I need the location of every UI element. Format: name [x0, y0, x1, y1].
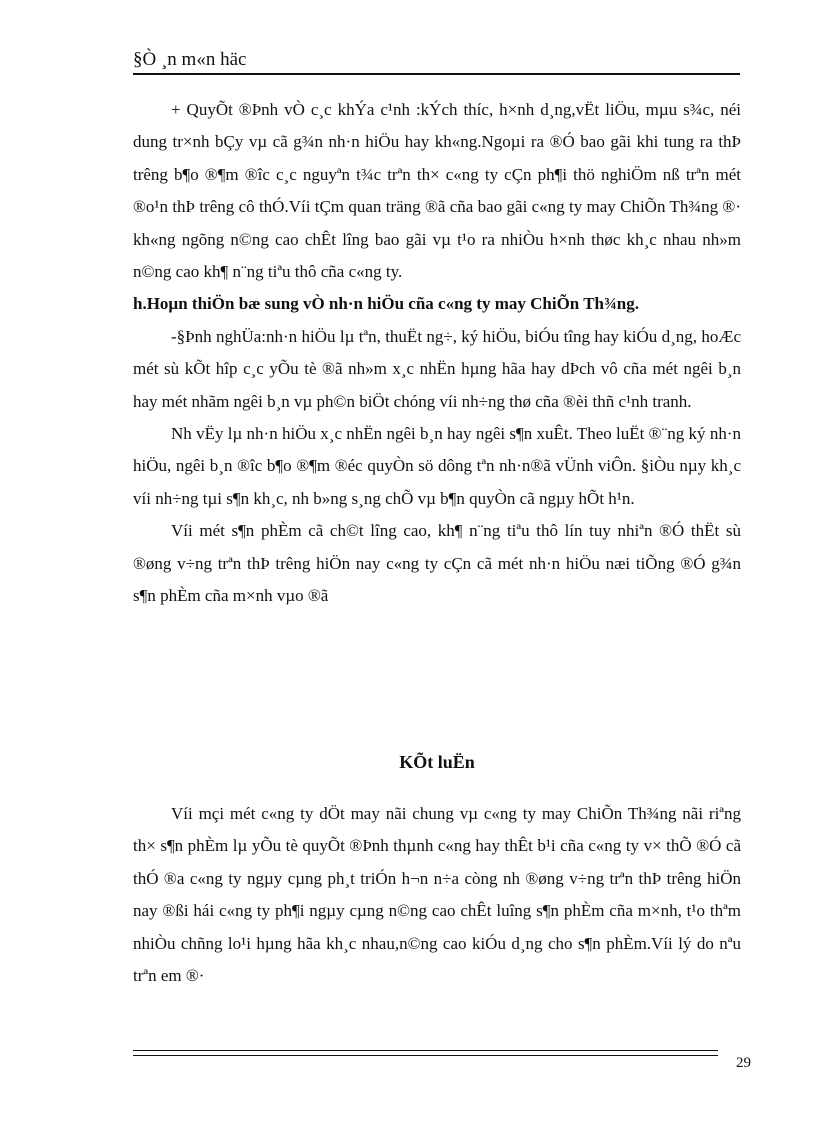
page-header	[133, 48, 740, 74]
header-rule	[133, 73, 740, 75]
conclusion-body	[133, 798, 741, 992]
header-title: §Ò ¸n m«n häc	[133, 49, 247, 70]
paragraph-brand-identity: Nh vËy lµ nh·n hiÖu x¸c nhËn ngêi b¸n hay ngêi s¶n xuÊt. Theo luËt ®¨ng ký nh·n hiÖu, ngêi b¸n ®îc b¶o ®¶m ®éc quyÒn sö dông tªn nh·n®ã vÜnh viÔn. §iÒu nµy kh¸c víi nh÷ng tµi s¶n kh¸c, nh b»ng s¸ng chÕ vµ b¶n quyÒn cã ngµy hÕt h¹n.	[133, 424, 741, 508]
page-number: 29	[736, 1055, 751, 1071]
body-text	[133, 94, 741, 613]
section-heading-brand: h.Hoµn thiÖn bæ sung vÒ nh·n hiÖu cña c«ng ty may ChiÕn Th¾ng.	[133, 294, 639, 314]
footer-rule	[133, 1050, 718, 1056]
paragraph-conclusion: Víi mçi mét c«ng ty dÖt may nãi chung vµ c«ng ty may ChiÕn Th¾ng nãi riªng th× s¶n phÈm lµ yÕu tè quyÕt ®Þnh thµnh c«ng hay thÊt b¹i cña c«ng ty v× thÕ ®Ó cã thÓ ®a c«ng ty ngµy cµng ph¸t triÓn h¬n n÷a còng nh ®øng v÷ng trªn thÞ trêng hiÖn nay ®ßi hái c«ng ty ph¶i ngµy cµng n©ng cao chÊt luîng s¶n phÈm cña m×nh, t¹o thªm nhiÒu chñng lo¹i hµng hãa kh¸c nhau,n©ng cao kiÓu d¸ng cho s¶n phÈm.Víi lý do nªu trªn em ®·	[133, 804, 741, 986]
paragraph-definition: -§Þnh nghÜa:nh·n hiÖu lµ tªn, thuËt ng÷, ký hiÖu, biÓu tîng hay kiÓu d¸ng, hoÆc mét sù kÕt hîp c¸c yÕu tè ®ã nh»m x¸c nhËn hµng hãa hay dÞch vô cña mét ngêi b¸n hay mét nhãm ngêi b¸n vµ ph©n biÖt chóng víi nh÷ng thø cña ®èi thñ c¹nh tranh.	[133, 326, 741, 411]
paragraph-brand-need: Víi mét s¶n phÈm cã ch©t lîng cao, kh¶ n¨ng tiªu thô lín tuy nhiªn ®Ó thËt sù ®øng v÷ng trªn thÞ trêng hiÖn nay c«ng ty cÇn cã mét nh·n hiÖu næi tiÕng ®Ó g¾n s¶n phÈm cña m×nh vµo ®ã	[133, 521, 741, 606]
paragraph-packaging: + QuyÕt ®Þnh vÒ c¸c khÝa c¹nh :kÝch thíc, h×nh d¸ng,vËt liÖu, mµu s¾c, néi dung tr×nh bÇy vµ cã g¾n nh·n hiÖu hay kh«ng.Ngoµi ra ®Ó bao gãi khi tung ra thÞ trêng b¶o ®¶m ®îc c¸c nguyªn t¾c trªn th× c«ng ty cÇn ph¶i thö nghiÖm nß trªn mét ®o¹n thÞ trêng cô thÓ.Víi tÇm quan träng ®ã cña bao gãi c«ng ty may ChiÕn Th¾ng ®· kh«ng ngõng n©ng cao chÊt lîng bao gãi vµ t¹o ra nhiÒu h×nh thøc kh¸c nhau nh»m n©ng cao kh¶ n¨ng tiªu thô cña c«ng ty.	[133, 100, 741, 282]
conclusion-heading: KÕt luËn	[399, 752, 475, 772]
